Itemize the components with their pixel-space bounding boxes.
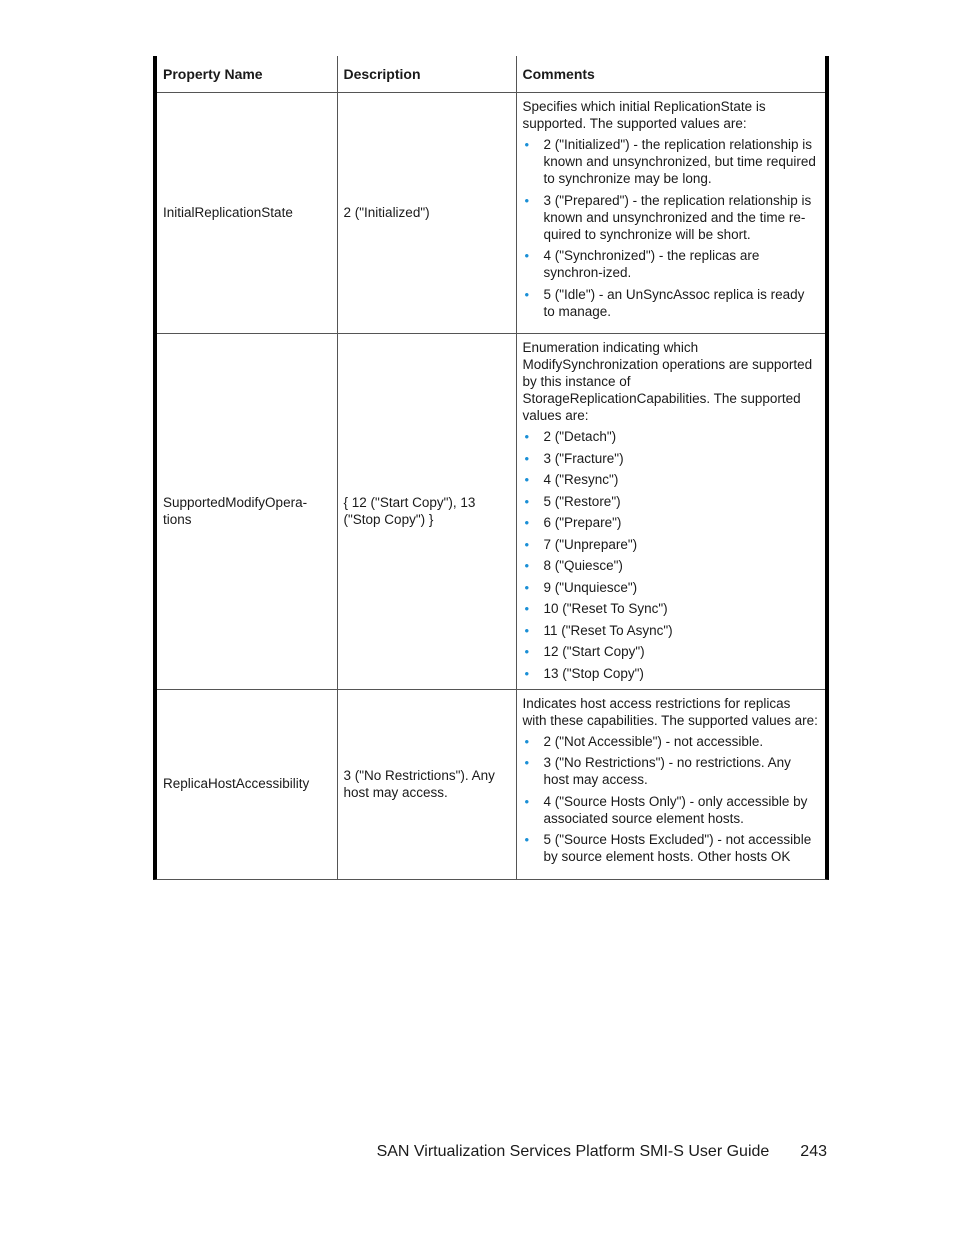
header-description: Description bbox=[337, 56, 516, 93]
list-item-text: 3 ("No Restrictions") - no restrictions. Any host may access. bbox=[543, 755, 791, 787]
property-name-cell: InitialReplicationState bbox=[157, 93, 337, 334]
bullet-icon: • bbox=[524, 450, 530, 466]
list-item-text: 2 ("Initialized") - the replication relationship is known and unsynchronized, but time required to synchronize may be long. bbox=[543, 137, 816, 186]
property-name-cell: ReplicaHostAccessibility bbox=[157, 689, 337, 879]
bullet-icon: • bbox=[524, 558, 530, 573]
values-list bbox=[523, 733, 819, 866]
list-item-text: 4 ("Source Hosts Only") - only accessible by associated source element hosts. bbox=[543, 793, 808, 826]
list-item bbox=[523, 665, 819, 682]
list-item-text: 6 ("Prepare") bbox=[543, 515, 622, 530]
list-item-text: 13 ("Stop Copy") bbox=[543, 665, 644, 681]
description-cell: 2 ("Initialized") bbox=[337, 93, 516, 334]
list-item bbox=[523, 622, 819, 639]
bullet-icon: • bbox=[524, 493, 530, 509]
description-cell: 3 ("No Restrictions"). Any host may access. bbox=[337, 689, 516, 879]
comments-intro: Indicates host access restrictions for replicas with these capabilities. The supported values are: bbox=[522, 695, 818, 728]
list-item-text: 4 ("Synchronized") - the replicas are synchron-ized. bbox=[543, 248, 760, 280]
bullet-icon: • bbox=[524, 472, 530, 487]
comments-intro: Enumeration indicating which ModifySynchronization operations are supported by this instance of StorageReplicationCapabilities. The supported values are: bbox=[522, 340, 813, 423]
bullet-icon: • bbox=[524, 832, 530, 847]
bullet-icon: • bbox=[524, 429, 530, 444]
bullet-icon: • bbox=[524, 515, 530, 530]
page-number: 243 bbox=[800, 1143, 827, 1160]
list-item bbox=[523, 493, 819, 510]
bullet-icon: • bbox=[524, 644, 530, 659]
list-item-text: 7 ("Unprepare") bbox=[543, 536, 638, 552]
values-list bbox=[523, 428, 819, 682]
bullet-icon: • bbox=[524, 286, 530, 302]
bullet-icon: • bbox=[524, 248, 530, 263]
values-list bbox=[523, 136, 819, 320]
bullet-icon: • bbox=[524, 665, 530, 681]
list-item-text: 5 ("Idle") - an UnSyncAssoc replica is ready to manage. bbox=[543, 286, 805, 319]
list-item bbox=[523, 514, 819, 531]
list-item-text: 5 ("Restore") bbox=[543, 493, 621, 509]
list-item bbox=[523, 536, 819, 553]
list-item bbox=[523, 733, 819, 750]
list-item-text: 8 ("Quiesce") bbox=[543, 558, 623, 573]
bullet-icon: • bbox=[524, 601, 530, 616]
header-comments: Comments bbox=[516, 56, 825, 93]
bullet-icon: • bbox=[524, 579, 530, 595]
list-item bbox=[523, 600, 819, 617]
list-item-text: 5 ("Source Hosts Excluded") - not accessible by source element hosts. Other hosts OK bbox=[543, 832, 812, 864]
list-item-text: 3 ("Prepared") - the replication relationship is known and unsynchronized and the time re-quired to synchronize will be short. bbox=[543, 192, 812, 242]
table-row bbox=[157, 334, 825, 690]
property-name-cell: SupportedModifyOpera-tions bbox=[157, 334, 337, 690]
list-item bbox=[523, 557, 819, 574]
bullet-icon: • bbox=[524, 192, 530, 208]
list-item-text: 2 ("Detach") bbox=[543, 429, 617, 444]
list-item-text: 11 ("Reset To Async") bbox=[543, 622, 673, 638]
comments-cell bbox=[516, 93, 825, 334]
comments-cell bbox=[516, 334, 825, 690]
bullet-icon: • bbox=[524, 793, 530, 809]
list-item-text: 2 ("Not Accessible") - not accessible. bbox=[543, 733, 764, 749]
bullet-icon: • bbox=[524, 622, 530, 638]
table-row bbox=[157, 93, 825, 334]
table-row bbox=[157, 689, 825, 879]
list-item bbox=[523, 831, 819, 865]
properties-table-container bbox=[153, 56, 829, 880]
list-item-text: 10 ("Reset To Sync") bbox=[543, 601, 668, 616]
list-item bbox=[523, 247, 819, 281]
bullet-icon: • bbox=[524, 733, 530, 749]
comments-cell bbox=[516, 689, 825, 879]
properties-table bbox=[157, 56, 825, 879]
list-item-text: 4 ("Resync") bbox=[543, 472, 619, 487]
list-item bbox=[523, 579, 819, 596]
list-item bbox=[523, 450, 819, 467]
list-item-text: 3 ("Fracture") bbox=[543, 450, 624, 466]
list-item bbox=[523, 471, 819, 488]
list-item bbox=[523, 793, 819, 827]
list-item bbox=[523, 643, 819, 660]
bullet-icon: • bbox=[524, 755, 530, 770]
table-header-row bbox=[157, 56, 825, 93]
bullet-icon: • bbox=[524, 536, 530, 552]
list-item-text: 9 ("Unquiesce") bbox=[543, 579, 638, 595]
list-item bbox=[523, 136, 819, 187]
comments-intro: Specifies which initial ReplicationState is supported. The supported values are: bbox=[522, 99, 766, 131]
page-footer bbox=[0, 1143, 827, 1161]
header-property-name: Property Name bbox=[157, 56, 337, 93]
list-item-text: 12 ("Start Copy") bbox=[543, 644, 645, 659]
bullet-icon: • bbox=[524, 137, 530, 152]
footer-title: SAN Virtualization Services Platform SMI-S User Guide bbox=[376, 1143, 770, 1160]
list-item bbox=[523, 286, 819, 320]
list-item bbox=[523, 754, 819, 788]
list-item bbox=[523, 192, 819, 243]
description-cell: { 12 ("Start Copy"), 13 ("Stop Copy") } bbox=[337, 334, 516, 690]
list-item bbox=[523, 428, 819, 445]
